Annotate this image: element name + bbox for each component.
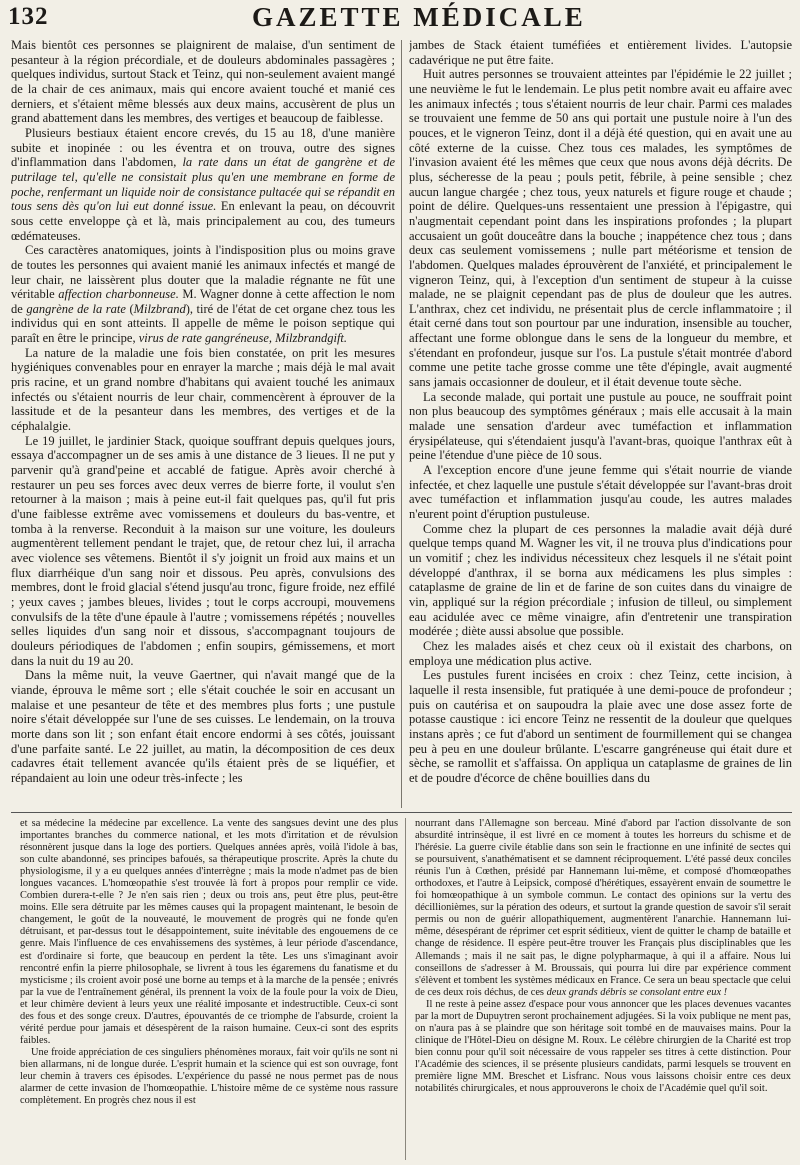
journal-title: GAZETTE MÉDICALE	[252, 2, 586, 32]
paragraph: Ces caractères anatomiques, joints à l'indisposition plus ou moins grave de toutes les personnes qui avaient manié les animaux infectés et mangé de leur chair, ne laissèrent plus douter que la maladie régnante ne fût une véritable affection charbonneuse. M. Wagner donne à cette affection le nom de gangrène de la rate (Milzbrand), tiré de l'état de cet organe chez tous les individus qui en sont atteints. Il appelle de même le poison septique qui paraît en être le principe, virus de rate gangréneuse, Milzbrandgift.	[11, 243, 395, 346]
feuilleton-divider	[11, 812, 792, 813]
paragraph: Mais bientôt ces personnes se plaignirent de malaise, d'un sentiment de pesanteur à la région précordiale, et de douleurs abdominales passagères ; quelques individus, surtout Stack et Teinz, qui non-seulement avaient mangé de la chair de ces animaux, mais qui encore avaient touché et manié ces derniers, et s'étaient même blessés aux deux mains, accusèrent de plus un grand abattement dans les membres, des vertiges et beaucoup de faiblesse.	[11, 38, 395, 126]
column-divider	[401, 40, 402, 808]
page-number: 132	[8, 3, 49, 30]
paragraph: Chez les malades aisés et chez ceux où il existait des charbons, on employa une médication plus active.	[409, 638, 792, 668]
paragraph: Comme chez la plupart de ces personnes la maladie avait déjà duré quelque temps quand M. Wagner les vit, il ne trouva plus d'indications pour un vomitif ; chez les individus nécessiteux chez lesquels il ne s'était point développé d'anthrax, il se borna aux médicamens les plus simples : cataplasme de graine de lin et de farine de son cuites dans du vinaigre de vin, appliqué sur la région précordiale ; infusion de tilleul, ou simplement eau acidulée avec ce même vinaigre, afin d'entretenir une transpiration modérée ; diète aussi absolue que possible.	[409, 521, 792, 639]
paragraph: Les pustules furent incisées en croix : chez Teinz, cette incision, à laquelle il resta insensible, fut pratiquée à une demi-pouce de profondeur ; puis on cautérisa et on saupoudra la plaie avec une dose assez forte de potasse caustique : ici encore Teinz ne ressentit de la douleur que quelques instans après ; ce fut d'abord un sentiment de fourmillement qui se changea peu à peu en une douleur brûlante. L'escarre gangréneuse qui était dure et sèche, se ramollit et s'affaissa. On appliqua un cataplasme de graines de lin et de poudre d'écorce de chêne bouillies dans du	[409, 668, 792, 785]
paragraph: Dans la même nuit, la veuve Gaertner, qui n'avait mangé que de la viande, éprouva le même sort ; elle s'était couchée le soir en accusant un malaise et une pesanteur de tête et des membres plus forts ; une pustule noire s'était développée sur l'une de ses cuisses. Le lendemain, on la trouva morte dans son lit ; son enfant était encore endormi à ses côtés, jouissant d'une parfaite santé. Le 22 juillet, au matin, la décomposition de ces deux cadavres était tellement avancée qu'ils étaient près de se liquéfier, et répandaient au loin une odeur très-infecte ; les	[11, 668, 395, 785]
paragraph: La seconde malade, qui portait une pustule au pouce, ne souffrait point non plus beaucoup des symptômes généraux ; mais elle accusait à la main malade une sensation d'ardeur avec tuméfaction et inflammation érysipélateuse, qui s'étendaient jusqu'à l'avant-bras, quoique l'anthrax eût à peine l'étendue d'une pièce de 10 sous.	[409, 389, 792, 463]
page-header	[6, 0, 794, 38]
feuilleton-left-column	[20, 818, 398, 1162]
paragraph: Plusieurs bestiaux étaient encore crevés, du 15 au 18, d'une manière subite et inopinée : ou les éventra et on trouva, outre des signes d'inflammation dans l'abdomen, la rate dans un état de gangrène et de putrilage tel, qu'elle ne consistait plus qu'en une membrane en forme de poche, renfermant un liquide noir de consistance pultacée qui se répandit en tous sens dès qu'on lui eut donné issue. En enlevant la peau, on découvrit sous cette enveloppe çà et là, mais principalement au cou, des tumeurs œdémateuses.	[11, 125, 395, 243]
paragraph: La nature de la maladie une fois bien constatée, on prit les mesures hygiéniques convenables pour en enrayer la marche ; mais déjà le mal avait pris racine, et un grand nombre d'habitans qui avaient touché les animaux infectés ou s'étaient nourris de leur chair, commencèrent à éprouver de la lassitude et de la pesanteur dans les membres, des vertiges et de la céphalalgie.	[11, 345, 395, 434]
paragraph: nourrant dans l'Allemagne son berceau. Miné d'abord par l'action dissolvante de son absurdité intrinsèque, il est livré en ce moment à toutes les horreurs du schisme et de l'hérésie. La guerre civile établie dans son sein le fractionne en une infinité de sectes qui se poursuivent, s'anathématisent et se damnent réciproquement. L'été passé deux conciles réunis l'un à Cœthen, présidé par Hannemann lui-même, et composé d'homœopathes orthodoxes, et l'autre à Leipsick, composé d'hérétiques, essayèrent envain de soumettre le foi homœopathique à un symbole commun. Le contact des opinions sur la vertu des décillionièmes, sur la pération des odeurs, et surtout la grande question de savoir s'il serait permis ou non de guérir allopathiquement, augmentèrent l'anarchie. Hannemann lui-même, désespérant de réprimer cet esprit séditieux, vient de quitter le champ de bataille et change de résidence. Il espère peut-être trouver les Français plus disciplinables que les Allemands ; mais il ne sait pas, le digne polypharmaque, à qui il a affaire. Nous lui conseillons de s'adresser à M. Broussais, qui pourra lui dire par expérience comment s'élèvent et tombent les systèmes médicaux en France. Ce sera un beau spectacle que celui de ces deux rois déchus, de ces deux grands débris se consolant entre eux !	[415, 818, 791, 998]
paragraph: Une froide appréciation de ces singuliers phénomènes moraux, fait voir qu'ils ne sont ni bien allarmans, ni de longue durée. L'esprit humain et la science qui est son ouvrage, font leur chemin à travers ces épisodes. L'expérience du passé ne nous permet pas de nous alarmer de cette invasion de l'homœopathie. L'histoire même de ce système nous rassure complètement. En progrès chez nous il est	[20, 1046, 398, 1107]
feuilleton-column-divider	[405, 818, 406, 1160]
paragraph: Le 19 juillet, le jardinier Stack, quoique souffrant depuis quelques jours, essaya d'accompagner un de ses amis à une distance de 3 lieues. Il ne put y parvenir qu'à grand'peine et accablé de fatigue. Après avoir cherché à restaurer un peu ses forces avec deux verres de bierre forte, il voulut s'en retourner à la maison ; mais à peine eut-il fait quelques pas, qu'il fut pris d'une faiblesse extrême avec vomissemens et douleurs du bas-ventre, et tomba à la renverse. Reconduit à la maison sur une voiture, les douleurs augmentèrent tellement pendant le trajet, que, de retour chez lui, il arracha avec violence ses vêtemens. Bientôt il s'y joignit un froid aux mains et un flux diarrhéique d'un sang noir et dissous. Peu après, convulsions des membres, dont le froid glacial s'étend jusqu'au tronc, figure froide, nez effilé ; yeux caves ; jambes bleues, livides ; tout le corps accroupi, mouvemens convulsifs de la tête d'une épaule à l'autre ; vomissemens répétés ; nouvelles selles liquides d'un sang noir et dissous, s'accompagnant toujours de douleurs périodiques de l'abdomen ; enfin soupirs, gémissemens, et mort dans la nuit du 19 au 20.	[11, 433, 395, 668]
feuilleton-right-column	[415, 818, 791, 1162]
left-column	[11, 38, 395, 810]
paragraph: jambes de Stack étaient tuméfiées et entièrement livides. L'autopsie cadavérique ne put être faite.	[409, 38, 792, 67]
paragraph: Huit autres personnes se trouvaient atteintes par l'épidémie le 22 juillet ; une neuvième le fut le lendemain. Le plus petit nombre avait eu affaire avec les animaux infectés ; tous s'étaient nourris de leur chair. Parmi ces malades se trouvaient une femme de 50 ans qui portait une pustule noire à l'un des pouces, et le vigneron Teinz, dont il a déjà été question, qui en avait une au côté externe de la cuisse. Chez tous ces malades, les symptômes de l'invasion avaient été les mêmes que ceux que nous avons déjà décrits. De plus, sécheresse de la peau ; pouls petit, fébrile, à peine sensible ; chez aucun langue chargée ; chez tous, yeux naturels et figure rouge et chaude ; point de délire. Quelques-uns ressentaient une pression à l'épigastre, qui n'augmentait cependant point dans les inspirations profondes ; la plupart accusaient un goût douceâtre dans la bouche ; inappétence chez tous ; dans deux cas seulement vomissemens ; nulle part météorisme et tension de l'abdomen. Quelques malades éprouvèrent de l'anxiété, et principalement le vigneron Teinz, qui, à l'exception d'un sentiment de stupeur à la cuisse malade, ne se plaignit cependant pas de plus de douleur que les autres. L'anthrax, chez cet individu, ne présentait plus de cercle inflammatoire ; il était cerné dans tout son pourtour par une induration, insensible au toucher, affectant une forme oblongue dans le sens de la longueur du membre, et s'étendant en profondeur, jusque sur l'os. La pustule s'était montrée d'abord comme une petite tache grosse comme une tête d'épingle, avait augmenté sans jamais occasionner de douleur, et il était devenue toute sèche.	[409, 67, 792, 390]
paragraph: A l'exception encore d'une jeune femme qui s'était nourrie de viande infectée, et chez laquelle une pustule s'était développée sur l'avant-bras droit avec tuméfaction et inflammation jusqu'au coude, les autres malades n'eurent point d'éruption pustuleuse.	[409, 463, 792, 521]
right-column	[409, 38, 792, 810]
paragraph: Il ne reste à peine assez d'espace pour vous annoncer que les places devenues vacantes par la mort de Dupuytren seront prochainement adjugées. Si la voix publique ne ment pas, on n'aura pas à se plaindre que son héritage soit tombé en de mauvaises mains. Pour la clinique de l'Hôtel-Dieu on désigne M. Roux. Le célèbre chirurgien de la Charité est trop bien connu pour qu'il soit nécessaire de vous rappeler ses titres à cette distinction. Pour l'Académie des sciences, il se présente plusieurs candidats, parmi lesquels se trouvent en première ligne MM. Breschet et Lisfranc. Nous vous laissons choisir entre ces deux notabilités chirurgicales, et nous approuverons le choix de l'Académie quel qu'il soit.	[415, 998, 791, 1095]
paragraph: et sa médecine la médecine par excellence. La vente des sangsues devint une des plus importantes branches du commerce national, et les mots d'irritation et de révulsion résonnèrent jusque dans la loge des portiers. Quelques années après, voilà l'idole à bas, son culte abandonné, ses principes bafoués, sa thérapeutique proscrite. Après la chute du physiologisme, il y a eu quelques années d'interrègne ; mais la mode n'admet pas de bien longues vacances. L'homœopathie s'est trouvée là fort à propos pour remplir ce vide. Combien durera-t-elle ? Je n'en sais rien ; deux ou trois ans, peut être plus, peut-être moins. Elle sera détruite par les mêmes causes qui la propagent maintenant, le besoin de changement, le goût de la nouveauté, le mouvement de progrès qui ne fonde qu'en détruisant, et par-dessus tout le désappointement, suite inévitable des engouemens de ce genre. Mais l'influence de ces envahissemens des systèmes, à leur période d'ascendance, est d'ordinaire si forte, que beaucoup en perdent la tête. Les uns s'imaginant avoir rencontré enfin la pierre philosophale, se livrent à tous les égaremens du fanatisme et du mysticisme ; ils croient avoir posé une borne au temps et à la marche de la pensée ; enivrés par la vue de l'entraînement général, ils prennent la voix de la foule pour la voix de Dieu, et leur chimère devient à leurs yeux une réalité imposante et indestructible. Ceux-ci sont des fous et des songe creux. D'autres, épouvantés de ce triomphe de l'absurde, croient la vérité perdue pour jamais et désespèrent de la raison humaine. Ceux-ci sont des esprits faibles.	[20, 818, 398, 1046]
